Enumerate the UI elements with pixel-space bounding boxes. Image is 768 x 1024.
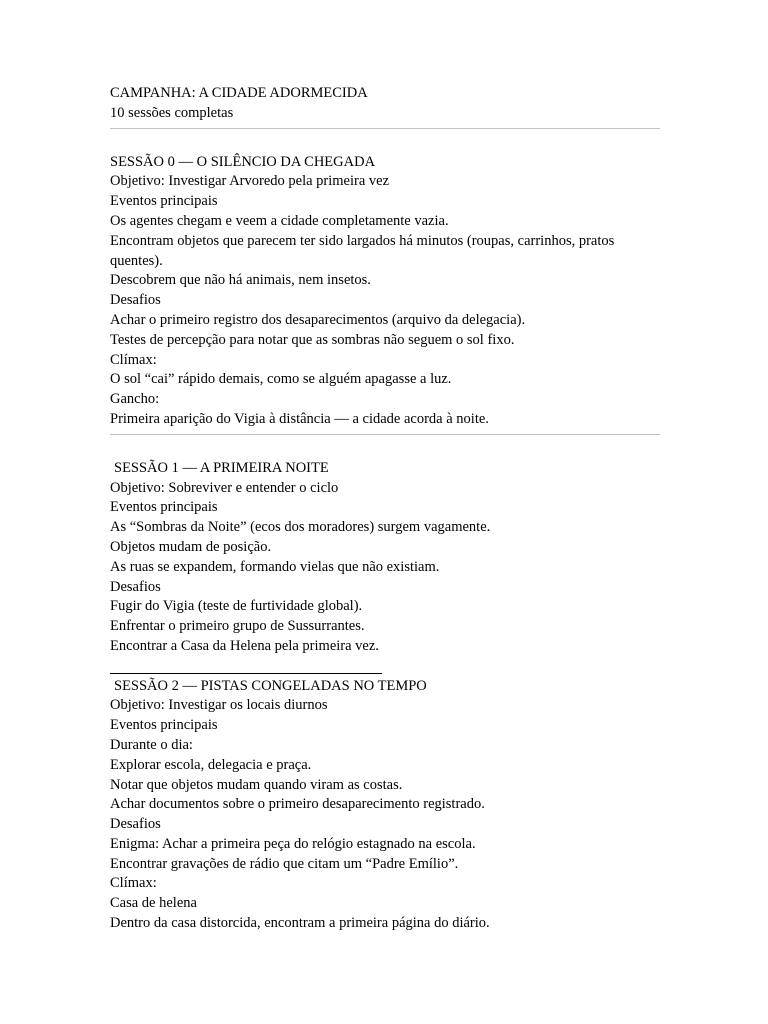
session-heading: SESSÃO 2 — PISTAS CONGELADAS NO TEMPO	[114, 677, 427, 694]
spacer	[110, 129, 660, 153]
session-line: Dentro da casa distorcida, encontram a primeira página do diário.	[110, 915, 490, 932]
document-page	[110, 84, 660, 934]
session-line: Casa de helena	[110, 895, 197, 912]
underscore-divider	[110, 657, 382, 677]
session-0	[110, 153, 660, 430]
spacer	[110, 435, 660, 459]
session-line: Objetivo: Sobreviver e entender o ciclo	[110, 479, 339, 496]
session-line: Primeira aparição do Vigia à distância — a cidade acorda à noite.	[110, 410, 489, 427]
session-line: Objetivo: Investigar os locais diurnos	[110, 697, 328, 714]
session-line: Os agentes chegam e veem a cidade completamente vazia.	[110, 212, 449, 229]
session-line: Durante o dia:	[110, 736, 193, 753]
session-line: Testes de percepção para notar que as sombras não seguem o sol fixo.	[110, 331, 515, 348]
session-line: Encontram objetos que parecem ter sido largados há minutos (roupas, carrinhos, pratos quentes).	[110, 232, 615, 269]
session-heading: SESSÃO 0 — O SILÊNCIO DA CHEGADA	[110, 153, 376, 170]
session-2	[110, 677, 660, 934]
session-line: Descobrem que não há animais, nem insetos.	[110, 272, 371, 289]
session-line: Achar o primeiro registro dos desaparecimentos (arquivo da delegacia).	[110, 311, 526, 328]
session-line: Clímax:	[110, 875, 157, 892]
session-line: Notar que objetos mudam quando viram as costas.	[110, 776, 403, 793]
session-line: Eventos principais	[110, 717, 218, 734]
session-line: As ruas se expandem, formando vielas que não existiam.	[110, 558, 440, 575]
session-line: Achar documentos sobre o primeiro desaparecimento registrado.	[110, 796, 485, 813]
session-line: Desafios	[110, 816, 161, 833]
session-line: Explorar escola, delegacia e praça.	[110, 756, 312, 773]
session-line: Encontrar a Casa da Helena pela primeira vez.	[110, 637, 379, 654]
session-line: Encontrar gravações de rádio que citam um “Padre Emílio”.	[110, 855, 459, 872]
session-1	[110, 459, 660, 657]
session-line: O sol “cai” rápido demais, como se alguém apagasse a luz.	[110, 371, 452, 388]
session-line: Clímax:	[110, 351, 157, 368]
session-heading: SESSÃO 1 — A PRIMEIRA NOITE	[114, 459, 329, 476]
session-line: Enigma: Achar a primeira peça do relógio estagnado na escola.	[110, 835, 476, 852]
session-line: Objetos mudam de posição.	[110, 538, 272, 555]
session-line: Eventos principais	[110, 193, 218, 210]
session-line: Desafios	[110, 292, 161, 309]
session-line: Gancho:	[110, 391, 160, 408]
session-line: Enfrentar o primeiro grupo de Sussurrantes.	[110, 618, 365, 635]
session-line: As “Sombras da Noite” (ecos dos moradores) surgem vagamente.	[110, 519, 491, 536]
session-line: Objetivo: Investigar Arvoredo pela primeira vez	[110, 173, 390, 190]
document-subtitle: 10 sessões completas	[110, 104, 234, 121]
document-title: CAMPANHA: A CIDADE ADORMECIDA	[110, 85, 368, 101]
session-line: Fugir do Vigia (teste de furtividade global).	[110, 598, 363, 615]
session-line: Desafios	[110, 578, 161, 595]
session-line: Eventos principais	[110, 499, 218, 516]
